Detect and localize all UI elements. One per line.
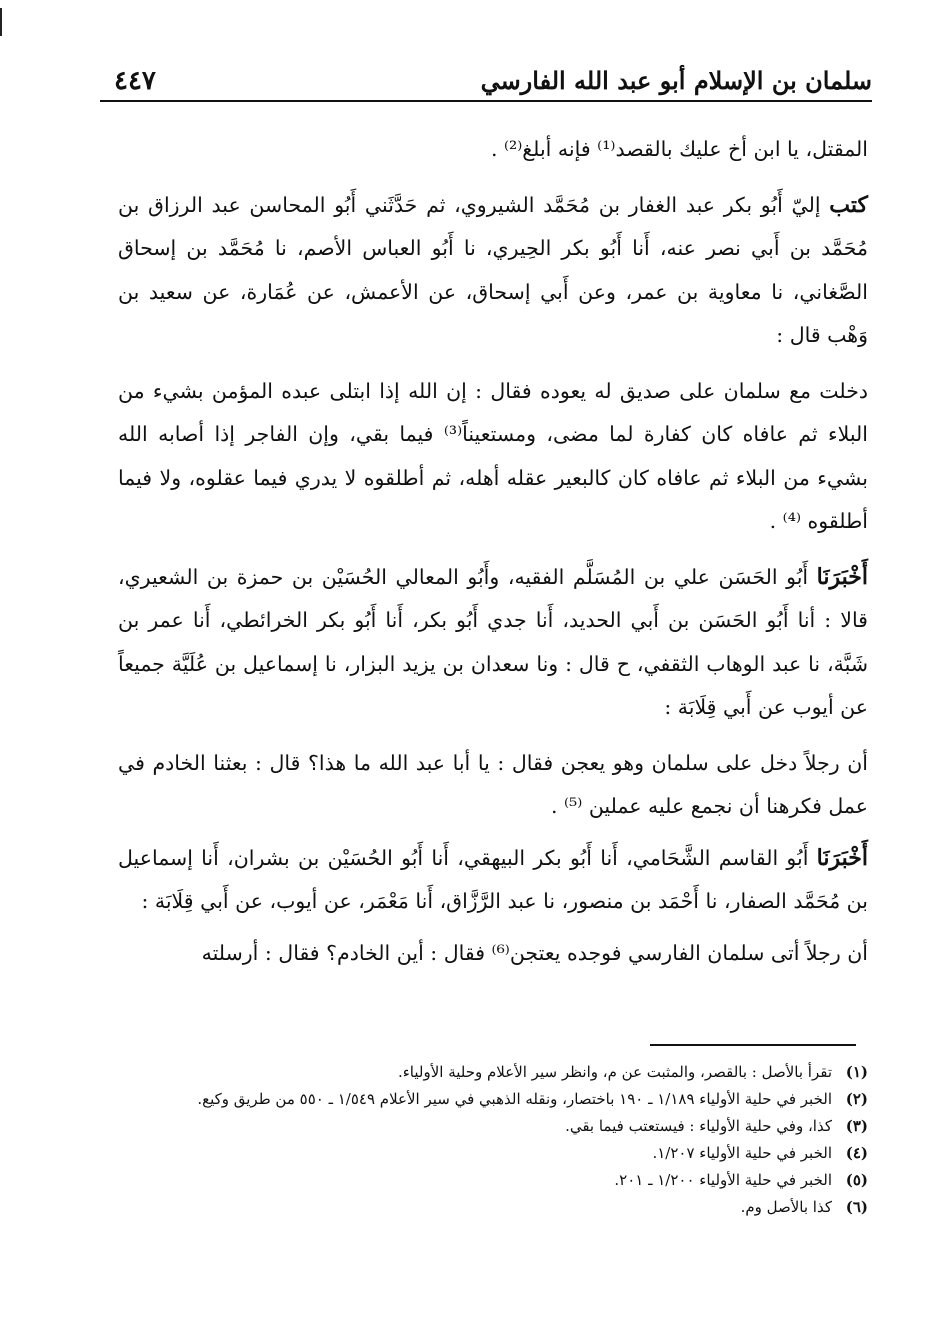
footnote-separator [650, 1044, 856, 1046]
scan-edge-mark [0, 8, 2, 36]
footnote-text: كذا، وفي حلية الأولياء : فيستعتب فيما بقي. [565, 1117, 832, 1135]
paragraph-lead: كتب [829, 191, 868, 218]
footnote [118, 1087, 868, 1112]
footnote [118, 1114, 868, 1139]
paragraph [118, 837, 868, 924]
header-rule [100, 100, 872, 102]
footnote-text: تقرأ بالأصل : بالقصر، والمثبت عن م، وانظر سير الأعلام وحلية الأولياء. [397, 1063, 832, 1081]
paragraph [118, 128, 868, 172]
footnote [118, 1060, 868, 1085]
footnote-text: الخبر في حلية الأولياء ١/٢٠٧. [652, 1144, 832, 1162]
paragraph-lead: أَخْبَرَنَا [816, 563, 868, 590]
footnote [118, 1168, 868, 1193]
footnote-number: (١) [845, 1063, 868, 1081]
footnote-text: كذا بالأصل وم. [740, 1198, 832, 1216]
paragraph-text: إليّ أَبُو بكر عبد الغفار بن مُحَمَّد الشيروي، ثم حَدَّثَني أَبُو المحاسن عبد الرزاق بن مُحَمَّد بن أَبي نصر عنه، أَنا أَبُو بكر الحِيري، نا أَبُو العباس الأصم، نا مُحَمَّد بن إسحاق الصَّغاني، نا معاوية بن عمر، وعن أَبي إسحاق، عن الأعمش، عن عُمَارة، عن سعيد بن وَهْب قال : [118, 192, 868, 347]
footnote-text: الخبر في حلية الأولياء ١/١٨٩ ـ ١٩٠ باختصار، ونقله الذهبي في سير الأعلام ١/٥٤٩ ـ ٥٥٠ من طريق وكيع. [197, 1090, 832, 1108]
page-number: ٤٤٧ [114, 66, 156, 96]
footnote-number: (٤) [845, 1144, 868, 1162]
paragraph-text: دخلت مع سلمان على صديق له يعوده فقال : إن الله إذا ابتلى عبده المؤمن بشيء من البلاء ثم عافاه كان كفارة لما مضى، ومستعيناً⁽³⁾ فيما بقي، وإن الفاجر إذا أصابه الله بشيء من البلاء ثم عافاه كان كالبعير عقله أهله، ثم أطلقوه لا يدري فيما عقلوه، ولا فيما أطلقوه ⁽⁴⁾ . [118, 378, 868, 533]
paragraph [118, 370, 868, 544]
main-text [118, 128, 868, 987]
footnote [118, 1141, 868, 1166]
footnote-text: الخبر في حلية الأولياء ١/٢٠٠ ـ ٢٠١. [614, 1171, 832, 1189]
paragraph-text: أن رجلاً أتى سلمان الفارسي فوجده يعتجن⁽⁶⁾ فقال : أين الخادم؟ فقال : أرسلته [201, 940, 868, 965]
paragraph [118, 556, 868, 730]
paragraph-text: أَبُو الحَسَن علي بن المُسَلَّم الفقيه، وأَبُو المعالي الحُسَيْن بن حمزة بن الشعيري، قالا : أنا أَبُو الحَسَن بن أَبي الحديد، أَنا جدي أَبُو بكر، أَنا أَبُو بكر الخرائطي، أَنا عمر بن شَبَّة، نا عبد الوهاب الثقفي، ح قال : ونا سعدان بن يزيد البزار، نا إسماعيل بن عُلَيَّة جميعاً عن أيوب عن أَبي قِلَابَة : [118, 564, 868, 719]
paragraph [118, 742, 868, 829]
footnote-number: (٣) [845, 1117, 868, 1135]
footnote [118, 1195, 868, 1220]
footnote-number: (٦) [845, 1198, 868, 1216]
running-header [100, 60, 872, 102]
running-title: سلمان بن الإسلام أبو عبد الله الفارسي [480, 66, 872, 95]
paragraph [118, 932, 868, 976]
footnotes [118, 1060, 868, 1222]
footnote-number: (٢) [845, 1090, 868, 1108]
footnote-number: (٥) [845, 1171, 868, 1189]
paragraph-text: أن رجلاً دخل على سلمان وهو يعجن فقال : يا أبا عبد الله ما هذا؟ قال : بعثنا الخادم في عمل فكرهنا أن نجمع عليه عملين ⁽⁵⁾ . [118, 750, 868, 818]
paragraph-text: المقتل، يا ابن أخ عليك بالقصد⁽¹⁾ فإنه أبلغ⁽²⁾ . [490, 137, 868, 161]
paragraph-lead: أَخْبَرَنَا [816, 844, 868, 871]
paragraph-text: أَبُو القاسم الشَّحَامي، أَنا أَبُو بكر البيهقي، أَنا أَبُو الحُسَيْن بن بشران، أَنا إسماعيل بن مُحَمَّد الصفار، نا أَحْمَد بن منصور، نا عبد الرَّزَّاق، أَنا مَعْمَر، عن أيوب، عن أَبي قِلَابَة : [118, 845, 868, 913]
paragraph [118, 184, 868, 358]
